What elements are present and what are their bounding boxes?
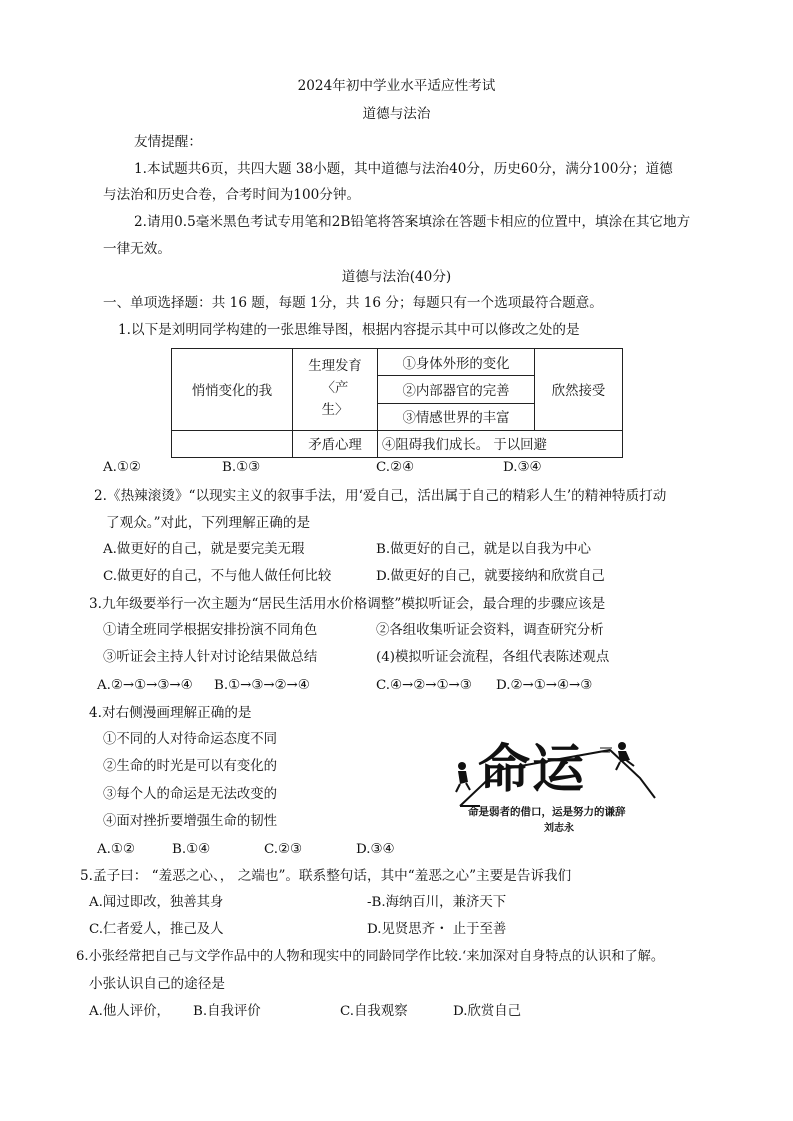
part1-heading: 一、单项选择题：共 16 题，每题 1分，共 16 分；每题只有一个选项最符合题意。: [103, 295, 603, 311]
q4-item-1: ①不同的人对待命运态度不同: [103, 732, 278, 747]
q4-option-b: B.①④: [172, 842, 211, 857]
q2-stem-line2: 了观众。”对此，下列理解正确的是: [106, 515, 311, 531]
notice-heading: 友情提醒：: [134, 134, 202, 150]
q1-option-b: B.①③: [222, 460, 261, 475]
q4-option-a: A.①②: [97, 842, 135, 857]
q4-item-2: ②生命的时光是可以有变化的: [103, 759, 278, 774]
q1-stem: 1.以下是刘明同学构建的一张思维导图，根据内容提示其中可以修改之处的是: [118, 322, 580, 338]
q3-step-4: (4)模拟听证会流程，各组代表陈述观点: [376, 650, 610, 665]
q5-stem: 5.孟子曰： “羞恶之心、， 之端也”。联系整句话，其中“羞恶之心”主要是告诉我们: [80, 868, 572, 884]
q1-option-d: D.③④: [503, 460, 542, 475]
q5-option-b: -B.海纳百川，兼济天下: [367, 895, 507, 910]
q1-option-a: A.①②: [103, 460, 141, 475]
mind-map-root: 悄悄变化的我: [172, 349, 293, 431]
q1-option-c: C.②④: [376, 460, 415, 475]
q3-step-2: ②各组收集听证会资料，调查研究分析: [376, 623, 604, 638]
q4-item-4: ④面对挫折要增强生命的韧性: [103, 814, 278, 829]
q3-option-c: C.④→②→①→③: [376, 678, 472, 693]
q6-option-a: A.他人评价，: [89, 1004, 170, 1019]
mind-map-table: [171, 348, 623, 458]
q6-stem-line1: 6.小张经常把自己与文学作品中的人物和现实中的同龄同学作比较.‘来加深对自身特点的认识和了解。: [76, 949, 665, 964]
mind-map-leaf4: ④阻碍我们成长。 于以回避: [378, 430, 623, 457]
branch1-line2: 生〉: [321, 403, 349, 419]
mind-map-attitude: 欣然接受: [535, 349, 623, 431]
q2-option-b: B.做更好的自己，就是以自我为中心: [376, 542, 591, 557]
exam-title: 2024年初中学业水平适应性考试: [297, 78, 496, 94]
mind-map-leaf3: ③情感世界的丰富: [378, 403, 535, 430]
q2-stem-line1: 2.《热辣滚烫》“以现实主义的叙事手法，用‘爱自己，活出属于自己的精彩人生’的精神特质打动: [94, 488, 667, 504]
subject-title: 道德与法治: [362, 106, 431, 122]
q3-option-b: B.①→③→②→④: [214, 678, 310, 693]
q6-option-b: B.自我评价: [193, 1004, 261, 1019]
q6-stem-line2: 小张认识自己的途径是: [89, 976, 225, 992]
q2-option-a: A.做更好的自己，就是要完美无瑕: [103, 542, 305, 557]
branch1-line1: 生理发育〈产: [308, 359, 362, 397]
mind-map-leaf1: ①身体外形的变化: [378, 349, 535, 376]
q4-option-c: C.②③: [264, 842, 303, 857]
q6-option-d: D.欣赏自己: [453, 1004, 522, 1019]
q5-option-d: D.见贤思齐・ 止于至善: [367, 922, 507, 937]
notice-p2-line1: 2.请用0.5毫米黑色考试专用笔和2B铅笔将答案填涂在答题卡相应的位置中，填涂在其它地方: [134, 214, 691, 230]
q6-option-c: C.自我观察: [340, 1004, 408, 1019]
q4-stem: 4.对右侧漫画理解正确的是: [89, 705, 252, 721]
q3-stem: 3.九年级要举行一次主题为“居民生活用水价格调整”模拟听证会，最合理的步骤应该是: [89, 596, 606, 612]
cartoon-author: 刘志永: [544, 823, 574, 834]
q2-option-c: C.做更好的自己，不与他人做任何比较: [103, 569, 332, 584]
q4-option-d: D.③④: [356, 842, 395, 857]
q2-option-d: D.做更好的自己，就要接纳和欣赏自己: [376, 569, 605, 584]
mind-map-branch1: [293, 349, 378, 431]
q5-option-a: A.闻过即改，独善其身: [89, 895, 224, 910]
notice-p1-line1: 1.本试题共6页，共四大题 38小题，其中道德与法治40分，历史60分，满分100分；道德: [134, 161, 673, 177]
q4-item-3: ③每个人的命运是无法改变的: [103, 787, 278, 802]
mind-map-leaf2: ②内部器官的完善: [378, 376, 535, 403]
notice-p2-line2: 一律无效。: [103, 241, 171, 257]
cartoon-big-text: 命运: [478, 740, 587, 800]
cartoon-caption: 命是弱者的借口，运是努力的谦辞: [468, 806, 626, 818]
section-title: 道德与法治(40分): [341, 269, 452, 285]
q3-step-3: ③听证会主持人针对讨论结果做总结: [103, 650, 318, 665]
mind-map-blank: [172, 430, 293, 457]
notice-p1-line2: 与法治和历史合卷，合考时间为100分钟。: [103, 187, 361, 203]
q3-step-1: ①请全班同学根据安排扮演不同角色: [103, 623, 318, 638]
q3-option-d: D.②→①→④→③: [496, 678, 593, 693]
q5-option-c: C.仁者爱人，推己及人: [89, 922, 224, 937]
fate-cartoon: [450, 738, 672, 834]
falling-person-icon: [456, 762, 470, 792]
mind-map-branch2: 矛盾心理: [293, 430, 378, 457]
q3-option-a: A.②→①→③→④: [97, 678, 193, 693]
